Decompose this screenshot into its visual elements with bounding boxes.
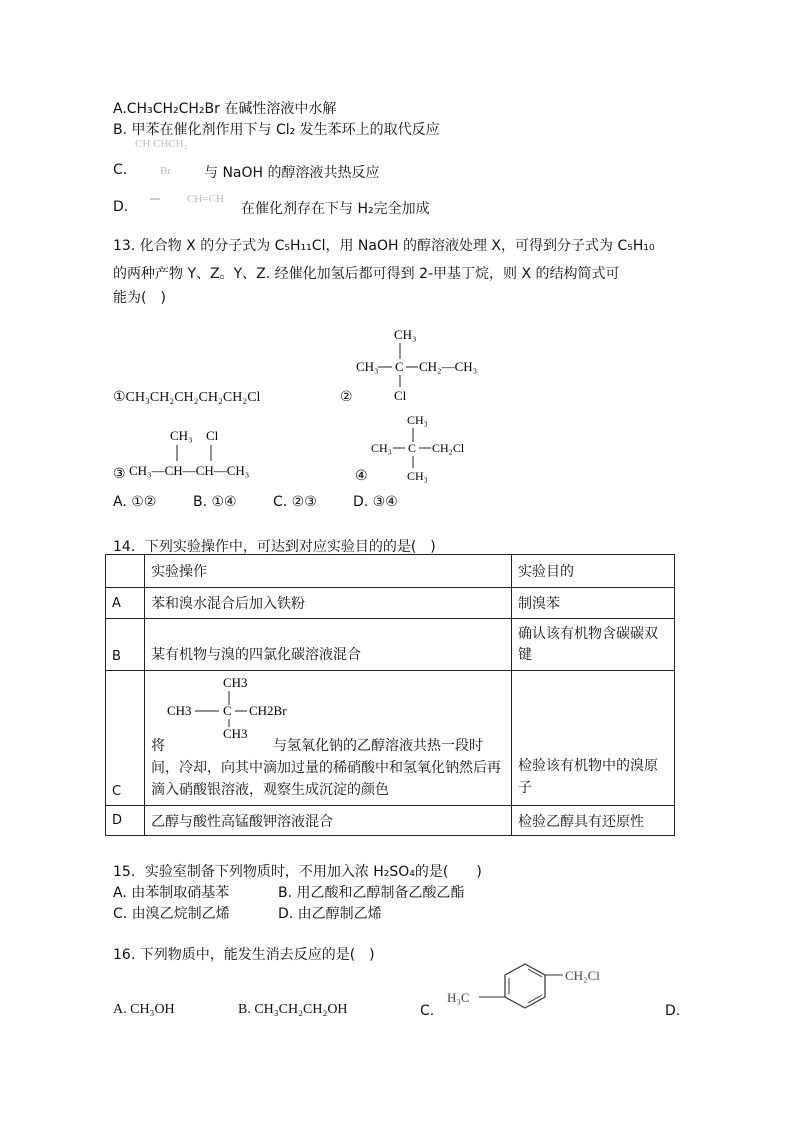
benzene-inner-bond	[528, 995, 542, 1003]
s4-marker: ④	[355, 469, 368, 484]
q15-option-a: A. 由苯制取硝基苯	[113, 885, 230, 901]
q15-option-c: C. 由溴乙烷制乙烯	[113, 906, 230, 922]
row-label: A	[106, 588, 145, 619]
q12-option-c-label: C.	[113, 162, 128, 178]
table-row	[106, 619, 675, 671]
s3-marker: ③	[113, 467, 126, 482]
q12-option-d-faint-ring	[150, 198, 160, 200]
op-prefix: 将	[151, 738, 165, 754]
q13-answer-c: C. ②③	[273, 494, 317, 510]
row-goal: 检验乙醇具有还原性	[512, 806, 675, 836]
s3-main-chain: CH₃—CH—CH—CH₃	[129, 463, 250, 478]
op-rest: 时间，冷却，向其中滴加过量的稀硝酸中和氢氧化钠然后再滴入硝酸银溶液，观察生成沉淀的颜色	[151, 738, 501, 798]
table-row	[106, 671, 675, 806]
c-ch3-top: CH3	[223, 675, 248, 690]
q16-title: 16. 下列物质中，能发生消去反应的是( )	[113, 947, 375, 963]
s2-right-group: CH₂—CH₃	[419, 359, 478, 374]
row-operation: 苯和溴水混合后加入铁粉	[145, 588, 512, 619]
s2-left-group: CH₃	[356, 359, 379, 374]
q12-option-c-faint-structure-top: CH CHCH₃	[135, 138, 188, 150]
q13-structure-3	[113, 425, 283, 483]
s3-cl: Cl	[206, 428, 219, 443]
q12-option-d-label: D.	[113, 199, 129, 215]
row-operation-text	[151, 735, 505, 801]
row-label: B	[106, 619, 145, 671]
s4-right: CH₂Cl	[432, 441, 465, 455]
s4-ch3-top: CH₃	[407, 413, 428, 427]
ch2cl-label: CH₂Cl	[565, 968, 600, 983]
op-mid: 与氢氧化钠的乙醇溶液共热一段	[273, 738, 469, 754]
s3-ch3: CH₃	[170, 428, 193, 443]
q13-structure-2	[350, 325, 490, 405]
q13-stem-line3: 能为( )	[113, 290, 166, 306]
row-goal: 确认该有机物含碳碳双键	[512, 619, 675, 671]
q13-answer-a: A. ①②	[113, 494, 157, 510]
c-center: C	[223, 703, 232, 718]
q13-structure-4	[355, 410, 475, 490]
row-goal: 检验该有机物中的溴原子	[512, 671, 675, 806]
row-goal: 制溴苯	[512, 588, 675, 619]
h3c-label: H₃C	[447, 990, 470, 1005]
q13-marker-2: ②	[340, 389, 353, 405]
s4-left: CH₃	[371, 441, 392, 455]
row-operation: 乙醇与酸性高锰酸钾溶液混合	[145, 806, 512, 836]
q16-option-d: D.	[665, 1003, 681, 1019]
bromo-structure	[165, 671, 315, 739]
q12-option-d-faint-structure: CH=CH	[187, 193, 224, 205]
table-header-row	[106, 555, 675, 588]
s2-cl: Cl	[394, 388, 407, 403]
s4-ch3-bottom: CH₃	[407, 469, 428, 483]
c-left: CH3	[167, 703, 192, 718]
s2-ch3-top: CH₃	[394, 327, 417, 342]
row-label: C	[106, 671, 145, 806]
header-cell-goal: 实验目的	[512, 555, 675, 588]
header-cell-blank	[106, 555, 145, 588]
q15-title: 15．实验室制备下列物质时，不用加入浓 H₂SO₄的是( )	[113, 864, 482, 880]
q12-option-b: B. 甲苯在催化剂作用下与 Cl₂ 发生苯环上的取代反应	[113, 122, 440, 138]
q16-option-a: A. CH₃OH	[113, 1002, 175, 1017]
q13-structure-1: ①CH₃CH₂CH₂CH₂CH₂Cl	[113, 390, 261, 405]
table-row	[106, 806, 675, 836]
s2-center-c: C	[395, 359, 404, 374]
q12-option-c-text: 与 NaOH 的醇溶液共热反应	[204, 165, 380, 181]
q12-option-a: A.CH₃CH₂CH₂Br 在碱性溶液中水解	[113, 101, 337, 117]
q13-stem-line2: 的两种产物 Y、Z。Y、Z. 经催化加氢后都可得到 2-甲基丁烷，则 X 的结构简式可	[113, 266, 620, 282]
q13-answer-b: B. ①④	[193, 494, 237, 510]
benzene-ring	[505, 964, 545, 1008]
q12-option-c-faint-structure-br: Br	[160, 165, 171, 177]
benzene-inner-bond	[528, 969, 542, 977]
q16-option-c: C.	[420, 1003, 435, 1019]
row-operation	[145, 671, 512, 806]
q12-option-d-text: 在催化剂存在下与 H₂完全加成	[241, 201, 430, 217]
q13-answer-d: D. ③④	[353, 494, 398, 510]
row-operation: 某有机物与溴的四氯化碳溶液混合	[145, 619, 512, 671]
q13-stem-line1: 13. 化合物 X 的分子式为 C₅H₁₁Cl，用 NaOH 的醇溶液处理 X，可得到分子式为 C₅H₁₀	[113, 238, 655, 254]
s4-center-c: C	[408, 441, 417, 455]
c-ch3-bottom: CH3	[223, 726, 248, 739]
q14-table	[105, 554, 675, 836]
table-row	[106, 588, 675, 619]
c-right: CH2Br	[249, 703, 287, 718]
q15-option-b: B. 用乙酸和乙醇制备乙酸乙酯	[278, 885, 465, 901]
header-cell-operation: 实验操作	[145, 555, 512, 588]
row-label: D	[106, 806, 145, 836]
q14-title: 14．下列实验操作中，可达到对应实验目的的是( )	[113, 539, 436, 555]
q16-option-c-structure	[445, 960, 620, 1020]
q15-option-d: D. 由乙醇制乙烯	[278, 906, 382, 922]
q16-option-b: B. CH₃CH₂CH₂OH	[238, 1002, 348, 1017]
